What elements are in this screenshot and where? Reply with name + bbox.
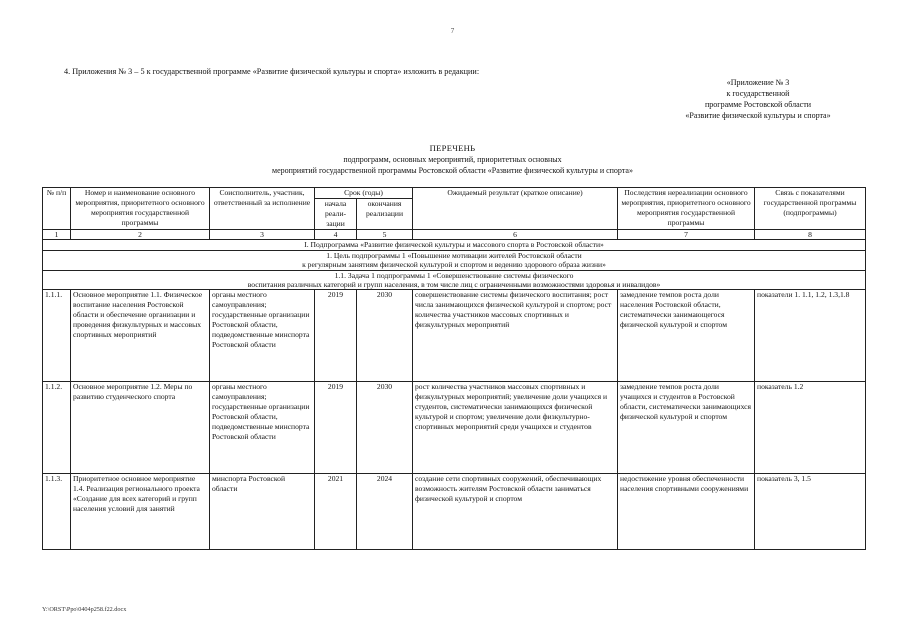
row-name: Основное мероприятие 1.1. Физическое воспитание населения Ростовской области и обеспечение организации и проведения физкультурных и массовых спортивных мероприятий (71, 290, 210, 382)
table-row (43, 474, 866, 550)
row-start: 2019 (315, 290, 357, 382)
header-result: Ожидаемый результат (краткое описание) (413, 188, 618, 230)
row-link: показатели 1. 1.1, 1.2, 1.3,1.8 (755, 290, 866, 382)
header-row-1 (43, 188, 866, 199)
row-name: Приоритетное основное мероприятие 1.4. Реализация регионального проекта «Создание для всех категорий и групп населения условий для занятий (71, 474, 210, 550)
appendix-line-4: «Развитие физической культуры и спорта» (685, 111, 831, 120)
column-number: 7 (618, 230, 755, 240)
title-heading: ПЕРЕЧЕНЬ (429, 143, 476, 153)
row-link: показатель 1.2 (755, 382, 866, 474)
footer-file-path: Y:\ORST\Ppo\0404p258.f22.docx (42, 606, 127, 613)
row-executor: органы местного самоуправления; государственные организации Ростовской области, подведомственные минспорта Ростовской области (210, 290, 315, 382)
appendix-line-2: к государственной (726, 89, 790, 98)
subprogram-title: I. Подпрограмма «Развитие физической культуры и массового спорта в Ростовской области» (43, 240, 866, 251)
column-number: 6 (413, 230, 618, 240)
column-number: 5 (357, 230, 413, 240)
header-term: Срок (годы) (315, 188, 413, 199)
document-title (0, 143, 905, 176)
header-name: Номер и наименование основного мероприятия, приоритетного основного мероприятия государственной программы (71, 188, 210, 230)
page-number: 7 (450, 27, 455, 35)
goal-line-2: к регулярным занятиям физической культурой и спортом и ведению здорового образа жизни» (302, 260, 606, 269)
appendix-line-3: программе Ростовской области (705, 100, 811, 109)
row-result: совершенствование системы физического воспитания; рост числа занимающихся физической культурой и спортом; рост количества участников массовых спортивных и физкультурных мероприятий (413, 290, 618, 382)
row-name: Основное мероприятие 1.2. Меры по развитию студенческого спорта (71, 382, 210, 474)
title-line-1: подпрограмм, основных мероприятий, приоритетных основных (343, 155, 562, 164)
intro-text: 4. Приложения № 3 – 5 к государственной программе «Развитие физической культуры и спорта» изложить в редакции: (64, 67, 480, 76)
header-num: № п/п (43, 188, 71, 230)
task-cell (43, 270, 866, 290)
appendix-header (653, 77, 863, 121)
row-link: показатель 3, 1.5 (755, 474, 866, 550)
row-end: 2030 (357, 290, 413, 382)
goal-row (43, 250, 866, 270)
row-executor: органы местного самоуправления; государственные организации Ростовской области, подведомственные минспорта Ростовской области (210, 382, 315, 474)
goal-cell (43, 250, 866, 270)
header-executor: Соисполнитель, участник, ответственный за исполнение (210, 188, 315, 230)
appendix-line-1: «Приложение № 3 (726, 78, 790, 87)
task-line-1: 1.1. Задача 1 подпрограммы 1 «Совершенствование системы физического (334, 270, 574, 280)
column-number: 3 (210, 230, 315, 240)
column-number: 2 (71, 230, 210, 240)
goal-line-1: 1. Цель подпрограммы 1 «Повышение мотивации жителей Ростовской области (326, 250, 582, 260)
subprogram-row (43, 240, 866, 251)
title-line-2: мероприятий государственной программы Ростовской области «Развитие физической культуры и спорта» (272, 166, 633, 175)
table-row (43, 290, 866, 382)
row-executor: минспорта Ростовской области (210, 474, 315, 550)
row-result: рост количества участников массовых спортивных и физкультурных мероприятий; увеличение доли учащихся и студентов, систематически занимающихся физической культурой и спортом; увеличение доли физкультурно-спортивных мероприятий среди учащихся и студентов (413, 382, 618, 474)
task-row (43, 270, 866, 290)
column-number-row (43, 230, 866, 240)
header-start: начала реали-зации (315, 199, 357, 230)
task-line-2: воспитания различных категорий и групп населения, в том числе лиц с ограниченными возможностями здоровья и инвалидов» (247, 280, 661, 289)
row-num: 1.1.2. (43, 382, 71, 474)
row-num: 1.1.1. (43, 290, 71, 382)
header-link: Связь с показателями государственной программы (подпрограммы) (755, 188, 866, 230)
events-table (42, 187, 866, 550)
header-consequences: Последствия нереализации основного мероприятия, приоритетного основного мероприятия государственной программы (618, 188, 755, 230)
row-result: создание сети спортивных сооружений, обеспечивающих возможность жителям Ростовской области заниматься физической культурой и спортом (413, 474, 618, 550)
table-row (43, 382, 866, 474)
row-num: 1.1.3. (43, 474, 71, 550)
column-number: 4 (315, 230, 357, 240)
header-end: окончания реализации (357, 199, 413, 230)
row-end: 2024 (357, 474, 413, 550)
row-start: 2021 (315, 474, 357, 550)
column-number: 8 (755, 230, 866, 240)
column-number: 1 (43, 230, 71, 240)
row-end: 2030 (357, 382, 413, 474)
row-consequences: замедление темпов роста доли учащихся и студентов в Ростовской области, систематически занимающихся физической культурой и спортом (618, 382, 755, 474)
row-consequences: замедление темпов роста доли населения Ростовской области, систематически занимающегося физической культурой и спортом (618, 290, 755, 382)
row-start: 2019 (315, 382, 357, 474)
row-consequences: недостижение уровня обеспеченности населения спортивными сооружениями (618, 474, 755, 550)
